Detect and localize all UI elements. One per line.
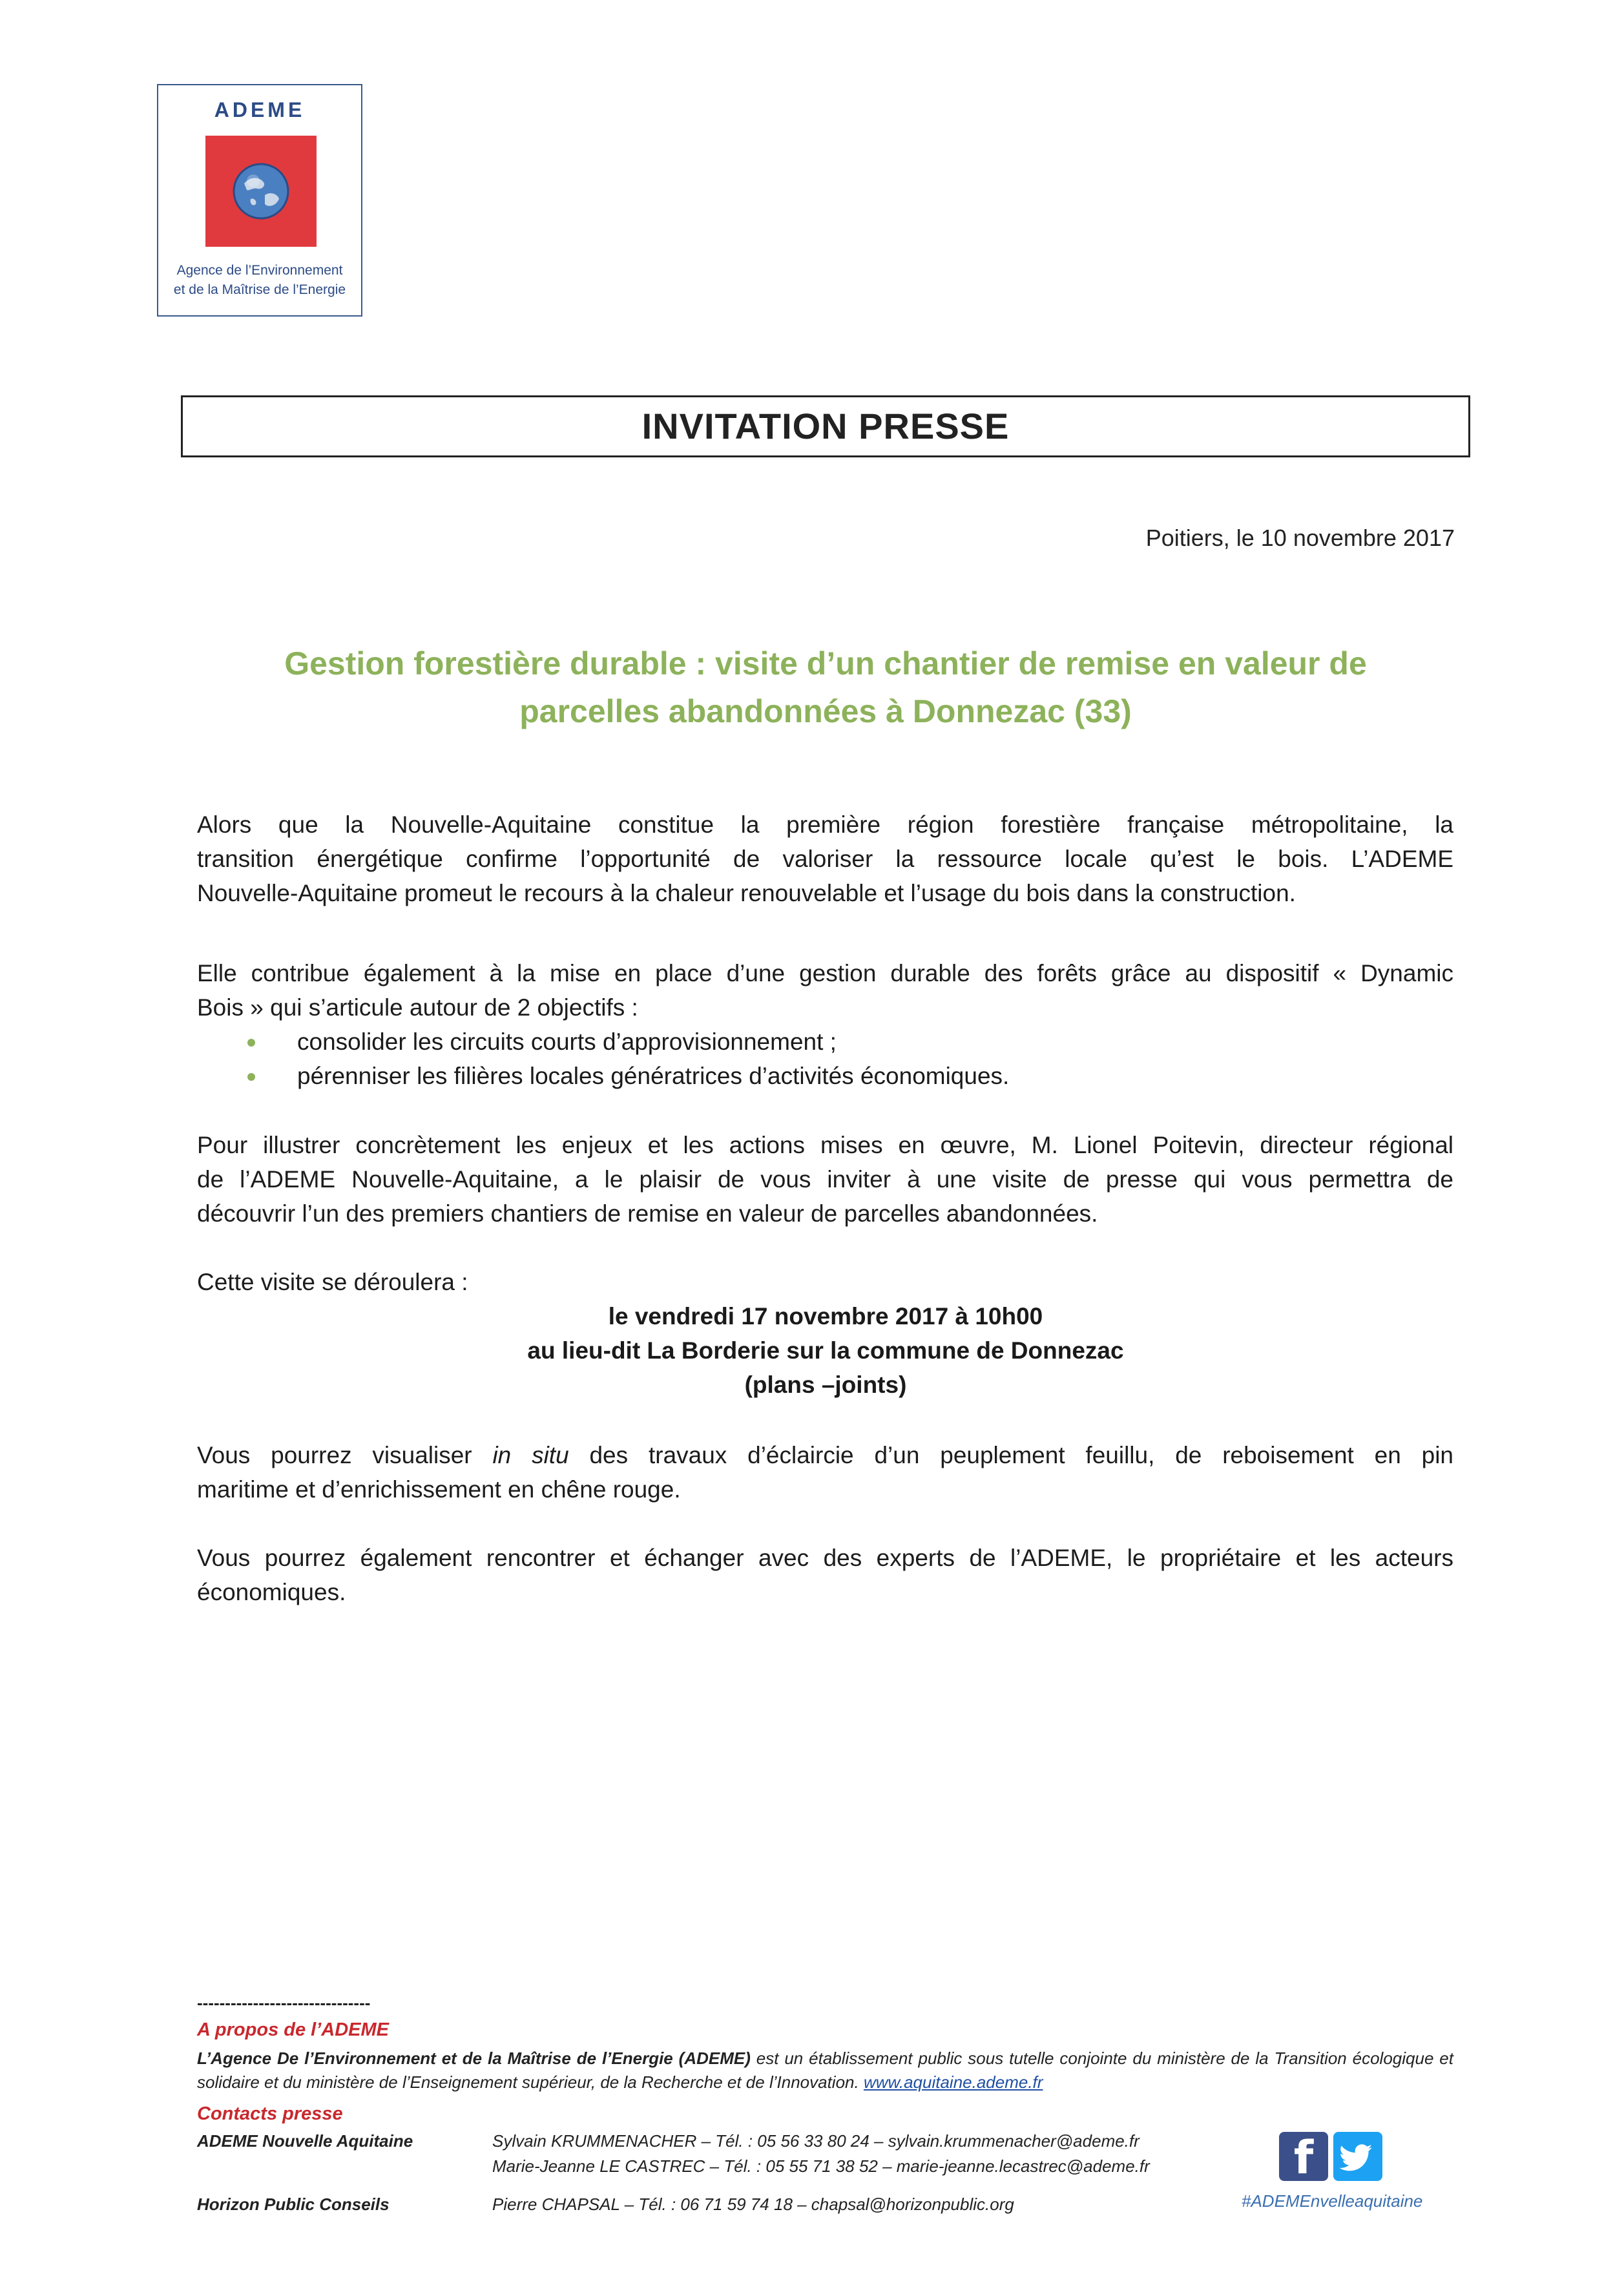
footer-contacts-heading: Contacts presse — [197, 2103, 343, 2124]
contact-line: Marie-Jeanne LE CASTREC – Tél. : 05 55 71 38 52 – marie-jeanne.lecastrec@ademe.fr — [492, 2156, 1150, 2176]
paragraph-line: Elle contribue également à la mise en place d’une gestion durable des forêts grâce au dispositif « Dynamic — [197, 960, 1453, 986]
paragraph-line: de l’ADEME Nouvelle-Aquitaine, a le plaisir de vous inviter à une visite de presse qui vous permettra de — [197, 1166, 1453, 1193]
bullet-icon — [247, 1073, 255, 1081]
logo-tagline — [158, 261, 361, 300]
ademe-logo — [157, 84, 362, 317]
dateline: Poitiers, le 10 novembre 2017 — [1145, 525, 1455, 551]
paragraph-dynamic-bois — [197, 956, 1453, 1025]
contact-org-horizon: Horizon Public Conseils — [197, 2195, 390, 2214]
paragraph-line: maritime et d’enrichissement en chêne rouge. — [197, 1476, 681, 1503]
contact-org-ademe: ADEME Nouvelle Aquitaine — [197, 2131, 413, 2151]
globe-icon — [231, 162, 291, 221]
contact-line: Sylvain KRUMMENACHER – Tél. : 05 56 33 80 24 – sylvain.krummenacher@ademe.fr — [492, 2131, 1140, 2151]
footer-about-text — [197, 2047, 1453, 2094]
list-item — [197, 1025, 1453, 1059]
paragraph-line: Bois » qui s’articule autour de 2 objectifs : — [197, 994, 638, 1021]
footer-hashtag[interactable]: #ADEMEnvelleaquitaine — [1242, 2191, 1423, 2211]
visit-location: au lieu-dit La Borderie sur la commune de Donnezac — [527, 1337, 1124, 1364]
logo-brand: ADEME — [214, 98, 306, 121]
logo-tagline-line2: et de la Maîtrise de l’Energie — [173, 282, 346, 297]
paragraph-line: économiques. — [197, 1579, 346, 1605]
twitter-icon[interactable] — [1333, 2132, 1382, 2181]
headline-line1: Gestion forestière durable : visite d’un chantier de remise en valeur de — [284, 645, 1367, 682]
list-item-text: pérenniser les filières locales génératrices d’activités économiques. — [297, 1063, 1010, 1089]
footer-separator: ------------------------------- — [197, 1993, 371, 2012]
paragraph-line: découvrir l’un des premiers chantiers de remise en valeur de parcelles abandonnées. — [197, 1200, 1098, 1227]
text-run-italic: in situ — [492, 1442, 569, 1468]
paragraph-meet — [197, 1541, 1453, 1609]
paragraph-line: Pour illustrer concrètement les enjeux et les actions mises en œuvre, M. Lionel Poitevin, directeur régional — [197, 1132, 1453, 1158]
logo-red-square — [205, 136, 317, 247]
text-run: des travaux d’éclaircie d’un peuplement feuillu, de reboisement en pin — [568, 1442, 1453, 1468]
footer-website-link[interactable]: www.aquitaine.ademe.fr — [863, 2072, 1043, 2092]
paragraph-line: Alors que la Nouvelle-Aquitaine constitue la première région forestière française métropolitaine, la — [197, 811, 1453, 838]
visit-intro: Cette visite se déroulera : — [197, 1269, 468, 1295]
footer-about-heading: A propos de l’ADEME — [197, 2019, 389, 2040]
paragraph-visualise — [197, 1438, 1453, 1507]
objectives-list — [197, 1025, 1453, 1093]
list-item — [197, 1059, 1453, 1093]
logo-tagline-line1: Agence de l’Environnement — [176, 263, 343, 278]
text-run: Vous pourrez visualiser — [197, 1442, 493, 1468]
invitation-banner: INVITATION PRESSE — [181, 395, 1470, 457]
visit-date: le vendredi 17 novembre 2017 à 10h00 — [608, 1303, 1043, 1330]
bullet-icon — [247, 1039, 255, 1047]
paragraph-line — [197, 1438, 1453, 1472]
footer-about-bold: L’Agence De l’Environnement et de la Maîtrise de l’Energie (ADEME) — [197, 2049, 751, 2068]
contact-line: Pierre CHAPSAL – Tél. : 06 71 59 74 18 – chapsal@horizonpublic.org — [492, 2195, 1014, 2214]
facebook-icon[interactable]: f — [1279, 2132, 1328, 2181]
paragraph-intro — [197, 808, 1453, 910]
headline — [181, 640, 1470, 735]
headline-line2: parcelles abandonnées à Donnezac (33) — [519, 693, 1132, 729]
list-item-text: consolider les circuits courts d’approvisionnement ; — [297, 1028, 837, 1055]
paragraph-line: Nouvelle-Aquitaine promeut le recours à la chaleur renouvelable et l’usage du bois dans la construction. — [197, 880, 1296, 906]
visit-plans: (plans –joints) — [744, 1372, 907, 1398]
paragraph-line: Vous pourrez également rencontrer et échanger avec des experts de l’ADEME, le propriétaire et les acteurs — [197, 1545, 1453, 1571]
paragraph-line: transition énergétique confirme l’opportunité de valoriser la ressource locale qu’est le bois. L’ADEME — [197, 846, 1453, 872]
paragraph-invitation — [197, 1128, 1453, 1231]
twitter-bird-icon — [1333, 2132, 1382, 2181]
footer-about-body: est un établissement public sous tutelle conjointe du ministère de la Transition écologique et solidaire et du ministère de l’Enseignement supérieur, de la Recherche et de l’Innovation. — [197, 2049, 1453, 2092]
